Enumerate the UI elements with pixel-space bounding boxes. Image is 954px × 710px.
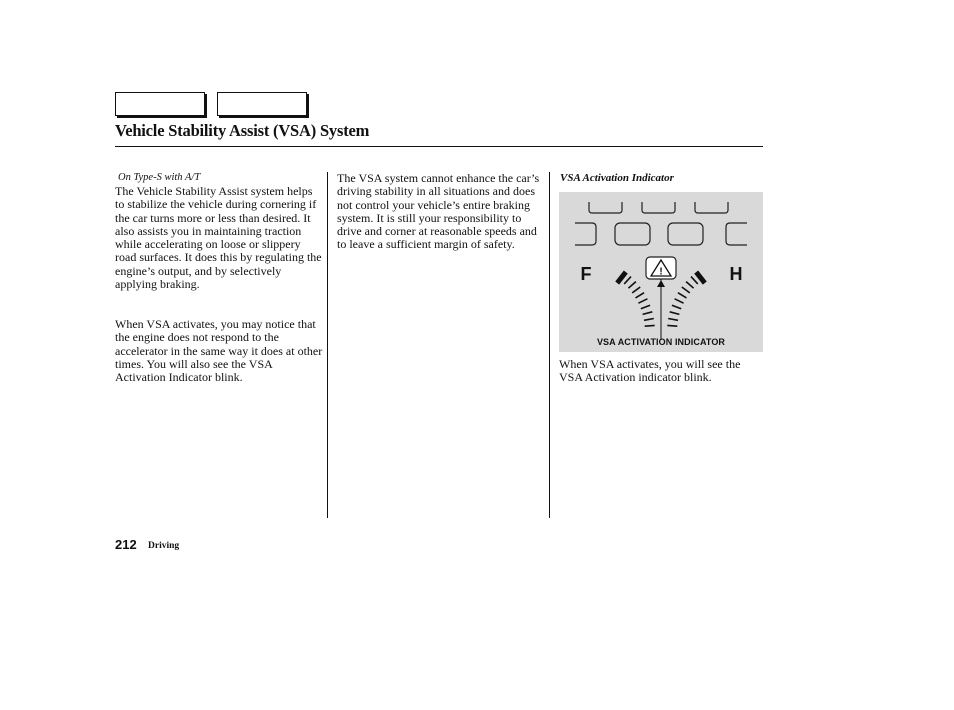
fuel-gauge-tick-1 [624,277,631,284]
column-divider-2 [549,172,550,518]
fuel-gauge-tick-4 [636,293,645,298]
activation-paragraph: When VSA activates, you may notice that the engine does not respond to the accelerator in the same way it does at other times. You will also see the VSA Activation Indicator blink. [115,317,323,385]
figure-title: VSA Activation Indicator [560,172,674,184]
fuel-gauge-tick-0 [617,272,626,283]
title-divider [115,146,763,147]
indicator-label: VSA ACTIVATION INDICATOR [596,337,726,347]
svg-text:!: ! [659,266,663,278]
page-number: 212 [115,537,137,552]
nav-button-main-menu[interactable] [115,92,205,116]
temp-gauge-tick-5 [675,299,684,303]
temp-gauge-tick-1 [691,277,698,284]
instrument-cluster-illustration [559,192,763,352]
fuel-gauge-tick-5 [638,299,647,303]
page-title: Vehicle Stability Assist (VSA) System [115,121,370,140]
temp-gauge-tick-4 [678,293,687,298]
cluster-button-top-1 [589,202,622,213]
column-divider-1 [327,172,328,518]
cluster-button-mid-right [726,223,747,245]
cluster-button-top-2 [642,202,675,213]
model-note: On Type-S with A/T [118,172,201,183]
intro-paragraph: The Vehicle Stability Assist system helps to stabilize the vehicle during cornering if the car turns more or less than desired. It also assists you in maintaining traction while accelerating on loose or slippery road surfaces. It does this by regulating the engine’s output, and by selectively applying braking. [115,184,322,292]
fuel-gauge-tick-8 [644,319,654,321]
cluster-button-top-3 [695,202,728,213]
cluster-button-mid-1 [615,223,650,245]
fuel-gauge-tick-9 [645,325,655,326]
section-name: Driving [148,541,180,551]
temp-gauge-tick-6 [672,305,681,309]
fuel-gauge-letter: F [580,264,592,284]
fuel-gauge-tick-3 [632,287,640,293]
fuel-gauge-tick-6 [641,305,650,309]
temp-gauge-tick-0 [696,272,705,283]
temp-gauge-tick-9 [667,325,677,326]
vsa-warning-icon [646,257,676,279]
nav-button-index[interactable] [217,92,307,116]
leader-arrowhead [657,280,665,287]
temp-gauge-tick-3 [682,287,690,293]
figure-caption: When VSA activates, you will see the VSA Activation indicator blink. [559,357,741,385]
temp-gauge-tick-8 [668,319,678,321]
temp-gauge-tick-2 [686,282,694,289]
fuel-gauge-tick-2 [628,282,636,289]
cluster-button-mid-2 [668,223,703,245]
temp-gauge-letter: H [729,264,743,284]
vsa-indicator-figure [559,192,763,352]
cluster-button-mid-left [575,223,596,245]
fuel-gauge-tick-7 [643,312,653,315]
temp-gauge-tick-7 [670,312,680,315]
limitation-paragraph: The VSA system cannot enhance the car’s driving stability in all situations and does not control your vehicle’s entire braking system. It is still your responsibility to drive and corner at reasonable speeds and to leave a sufficient margin of safety. [337,171,540,252]
